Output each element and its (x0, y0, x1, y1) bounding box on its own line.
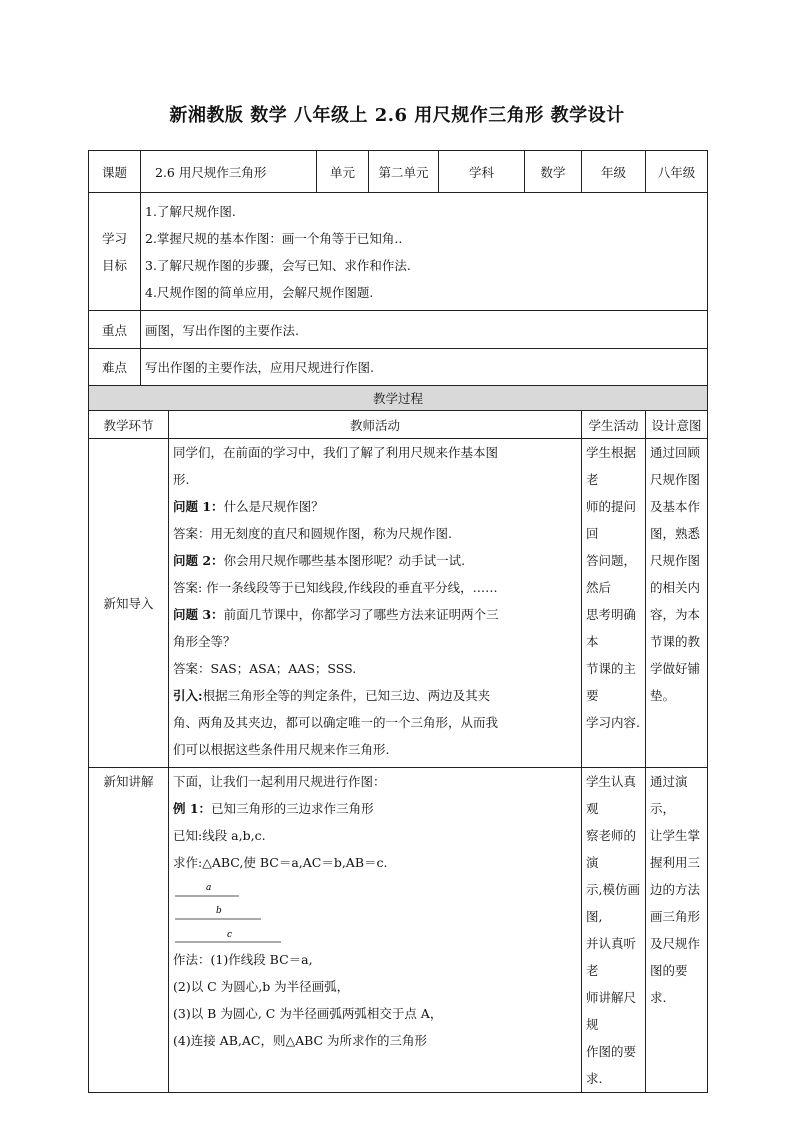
intro-line: 同学们，在前面的学习中，我们了解了利用尺规来作基本图 (173, 445, 499, 460)
info-key-topic: 课题 (89, 151, 141, 193)
question-3 (173, 601, 577, 628)
intent-line: 容，为本 (650, 607, 701, 622)
answer-3: 答案：SAS；ASA；AAS；SSS. (173, 661, 357, 676)
goals-label-line2: 目标 (101, 257, 127, 273)
intent-line: 通过回顾 (650, 445, 701, 460)
step-4: (4)连接 AB,AC，则△ABC 为所求作的三角形 (173, 1033, 428, 1048)
info-key-unit: 单元 (317, 151, 369, 193)
segment-c-label: c (227, 930, 233, 940)
process-header-row (89, 386, 708, 411)
col-student: 学生活动 (582, 411, 646, 439)
explain-line: 下面，让我们一起利用尺规进行作图： (173, 774, 386, 789)
intent-line: 图的要求. (650, 963, 688, 1005)
difficulty-text: 写出作图的主要作法，应用尺规进行作图. (141, 349, 708, 386)
intent-line: 及基本作 (650, 499, 701, 514)
lead-in (173, 682, 577, 709)
difficulty-label: 难点 (89, 349, 141, 386)
intro-student (582, 439, 646, 768)
answer-1: 答案：用无刻度的直尺和圆规作图，称为尺规作图. (173, 526, 452, 541)
question-label: 问题 1： (173, 499, 224, 514)
question-text: 什么是尺规作图？ (223, 499, 324, 514)
intent-line: 尺规作图 (650, 553, 701, 568)
student-line: 思考明确本 (586, 607, 637, 649)
student-line: 并认真听老 (586, 936, 637, 978)
student-line: 作图的要求. (586, 1044, 637, 1086)
explain-teacher (169, 768, 582, 1093)
student-line: 示,模仿画图, (586, 882, 640, 924)
explain-row (89, 768, 708, 1093)
step-3: (3)以 B 为圆心, C 为半径画弧两弧相交于点 A， (173, 1006, 443, 1021)
intent-line: 画三角形 (650, 909, 701, 924)
info-key-subject: 学科 (439, 151, 525, 193)
goal-item: 2.掌握尺规的基本作图：画一个角等于已知角.. (145, 230, 403, 246)
goals-label (89, 193, 141, 311)
question-text: 前面几节课中，你都学习了哪些方法来证明两个三 (223, 607, 499, 622)
task-line: 求作:△ABC,使 BC＝a,AC＝b,AB＝c. (173, 855, 388, 870)
intent-line: 边的方法 (650, 882, 701, 897)
question-3-cont: 角形全等？ (173, 634, 236, 649)
example-1 (173, 795, 577, 822)
goal-item: 1.了解尺规作图. (145, 203, 236, 219)
explain-stage: 新知讲解 (89, 768, 169, 1093)
info-value-grade: 八年级 (646, 151, 708, 193)
student-line: 节课的主要 (586, 661, 637, 703)
student-line: 答问题，然后 (586, 553, 637, 595)
segments-figure (173, 878, 313, 946)
example-text: 已知三角形的三边求作三角形 (211, 801, 374, 816)
info-key-grade: 年级 (582, 151, 646, 193)
info-row (89, 151, 708, 193)
intent-line: 通过演示， (650, 774, 688, 816)
intent-line: 让学生掌 (650, 828, 701, 843)
step-2: (2)以 C 为圆心,b 为半径画弧， (173, 979, 350, 994)
info-value-topic: 2.6 用尺规作三角形 (141, 151, 317, 193)
explain-student (582, 768, 646, 1093)
goals-content (141, 193, 708, 311)
question-2 (173, 547, 577, 574)
intent-line: 及尺规作 (650, 936, 701, 951)
intent-line: 握利用三 (650, 855, 701, 870)
answer-2: 答案: 作一条线段等于已知线段,作线段的垂直平分线，…… (173, 580, 498, 595)
student-line: 师的提问回 (586, 499, 637, 541)
intent-line: 节课的教 (650, 634, 701, 649)
col-teacher: 教师活动 (169, 411, 582, 439)
goals-label-line1: 学习 (101, 230, 127, 246)
process-header: 教学过程 (89, 386, 708, 411)
info-value-unit: 第二单元 (369, 151, 439, 193)
lead-label: 引入: (173, 688, 203, 703)
student-line: 师讲解尺规 (586, 990, 637, 1032)
segment-b-label: b (216, 906, 222, 916)
intent-line: 尺规作图 (650, 472, 701, 487)
col-intent: 设计意图 (646, 411, 708, 439)
step-1: 作法：(1)作线段 BC＝a, (173, 952, 313, 967)
student-line: 学生认真观 (586, 774, 637, 816)
student-line: 学习内容. (586, 715, 640, 730)
lead-in-cont: 们可以根据这些条件用尺规来作三角形. (173, 742, 390, 757)
document-title: 新湘教版 数学 八年级上 2.6 用尺规作三角形 教学设计 (169, 105, 625, 126)
difficulty-row (89, 349, 708, 386)
question-label: 问题 3： (173, 607, 224, 622)
key-label: 重点 (89, 311, 141, 349)
info-value-subject: 数学 (525, 151, 582, 193)
column-header-row (89, 411, 708, 439)
key-row (89, 311, 708, 349)
student-line: 学生根据老 (586, 445, 637, 487)
intro-line: 形. (173, 472, 190, 487)
question-label: 问题 2： (173, 553, 224, 568)
intent-line: 的相关内 (650, 580, 701, 595)
intent-line: 垫。 (650, 688, 676, 703)
intent-line: 学做好铺 (650, 661, 701, 676)
known-line: 已知:线段 a,b,c. (173, 828, 266, 843)
segment-a-label: a (206, 883, 212, 893)
intro-teacher (169, 439, 582, 768)
intent-line: 图，熟悉 (650, 526, 701, 541)
col-stage: 教学环节 (89, 411, 169, 439)
key-text: 画图，写出作图的主要作法. (141, 311, 708, 349)
intro-stage: 新知导入 (89, 439, 169, 768)
lesson-plan-table (88, 150, 708, 1093)
question-text: 你会用尺规作哪些基本图形呢？动手试一试. (223, 553, 466, 568)
lead-text: 根据三角形全等的判定条件，已知三边、两边及其夹 (202, 688, 491, 703)
example-label: 例 1： (173, 801, 212, 816)
goal-item: 3.了解尺规作图的步骤，会写已知、求作和作法. (145, 257, 411, 273)
intro-intent (646, 439, 708, 768)
question-1 (173, 493, 577, 520)
explain-intent (646, 768, 708, 1093)
goal-item: 4.尺规作图的简单应用，会解尺规作图题. (145, 284, 374, 300)
lead-in-cont: 角、两角及其夹边，都可以确定唯一的一个三角形，从而我 (173, 715, 499, 730)
goals-row (89, 193, 708, 311)
student-line: 察老师的演 (586, 828, 637, 870)
intro-row (89, 439, 708, 768)
